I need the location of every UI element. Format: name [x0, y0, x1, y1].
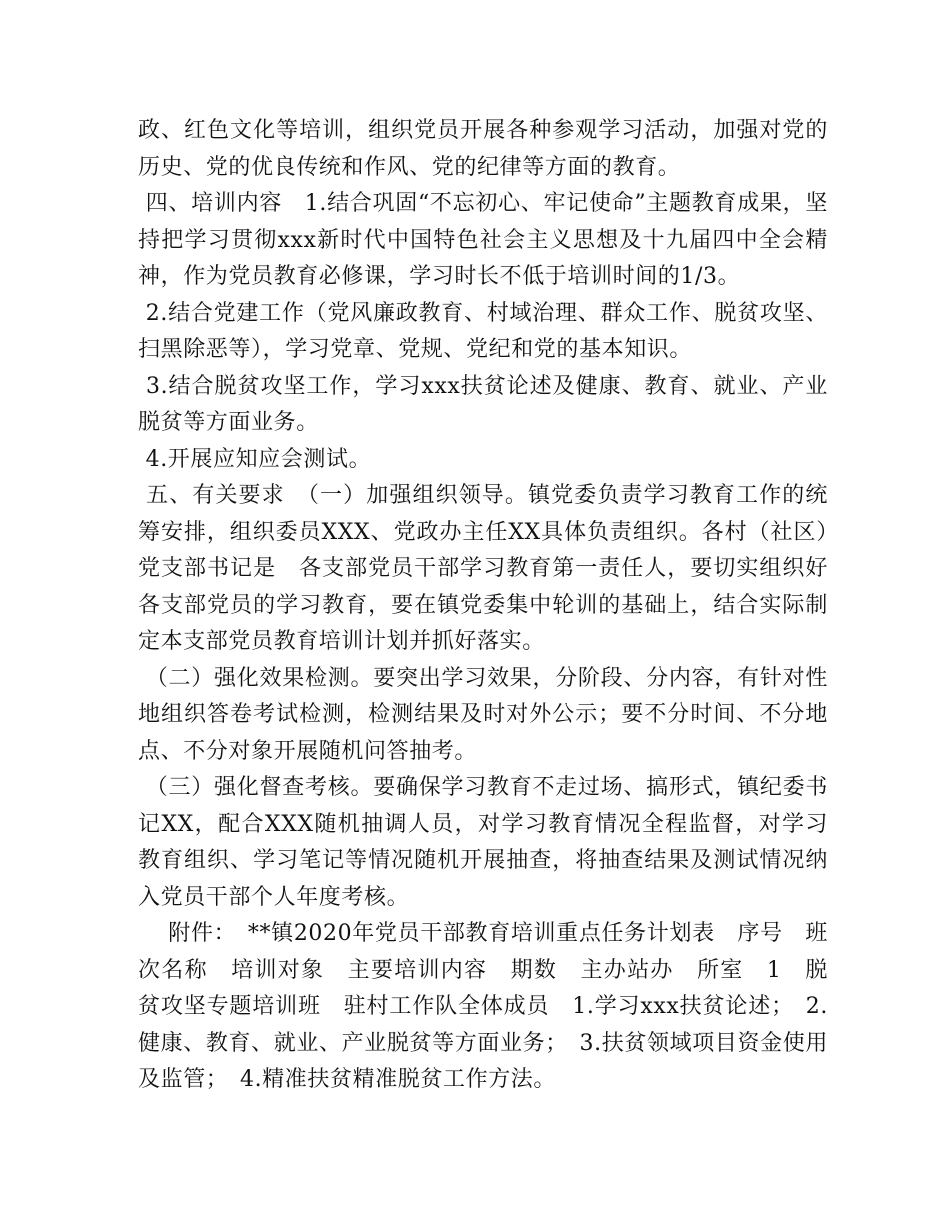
paragraph-attachment: 附件： **镇2020年党员干部教育培训重点任务计划表 序号 班次名称 培训对象 主要培训内容 期数 主办站办 所室 1 脱贫攻坚专题培训班 驻村工作队全体成员 1.学习xxx扶贫论述； 2.健康、教育、就业、产业脱贫等方面业务； 3.扶贫领域项目资金使用及监管； 4.精准扶贫精准脱贫工作方法。 — [138, 921, 828, 1092]
paragraph-item-four: 4.开展应知应会测试。 — [138, 446, 372, 472]
document-body — [138, 113, 828, 1099]
paragraph-item-two: 2.结合党建工作（党风廉政教育、村域治理、群众工作、脱贫攻坚、扫黑除恶等），学习党章、党规、党纪和党的基本知识。 — [138, 300, 829, 362]
paragraph-section-four-content: 四、培训内容 1.结合巩固“不忘初心、牢记使命”主题教育成果，坚持把学习贯彻xxx新时代中国特色社会主义思想及十九届四中全会精神，作为党员教育必修课，学习时长不低于培训时间的1/3。 — [138, 191, 829, 289]
paragraph-item-three: 3.结合脱贫攻坚工作，学习xxx扶贫论述及健康、教育、就业、产业脱贫等方面业务。 — [138, 373, 829, 435]
paragraph-requirement-three: （三）强化督查考核。要确保学习教育不走过场、搞形式，镇纪委书记XX，配合XXX随机抽调人员，对学习教育情况全程监督，对学习教育组织、学习笔记等情况随机开展抽查，将抽查结果及测试情况纳入党员干部个人年度考核。 — [138, 775, 828, 910]
paragraph-training-intro: 政、红色文化等培训，组织党员开展各种参观学习活动，加强对党的历史、党的优良传统和作风、党的纪律等方面的教育。 — [138, 118, 828, 180]
paragraph-section-five-requirements: 五、有关要求 （一）加强组织领导。镇党委负责学习教育工作的统筹安排，组织委员XXX、党政办主任XX具体负责组织。各村（社区）党支部书记是 各支部党员干部学习教育第一责任人，要切实组织好各支部党员的学习教育，要在镇党委集中轮训的基础上，结合实际制定本支部党员教育培训计划并抓好落实。 — [138, 483, 828, 654]
paragraph-requirement-two: （二）强化效果检测。要突出学习效果，分阶段、分内容，有针对性地组织答卷考试检测，检测结果及时对外公示；要不分时间、不分地点、不分对象开展随机问答抽考。 — [138, 665, 828, 764]
